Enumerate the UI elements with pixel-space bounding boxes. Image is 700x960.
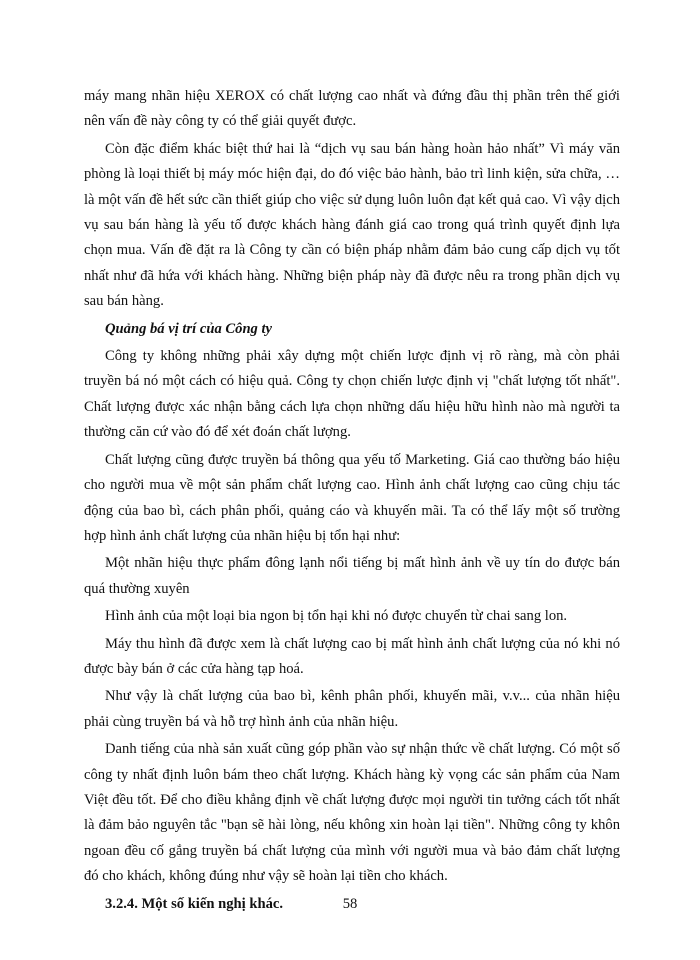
paragraph-packaging-support: Như vậy là chất lượng của bao bì, kênh phân phối, khuyến mãi, v.v... của nhãn hiệu phải cùng truyền bá và hỗ trợ hình ảnh của nhãn hiệu. bbox=[84, 688, 620, 730]
page-number: 58 bbox=[342, 896, 358, 912]
document-page bbox=[84, 84, 620, 917]
paragraph-marketing-quality: Chất lượng cũng được truyền bá thông qua yếu tố Marketing. Giá cao thường báo hiệu cho người mua về một sản phẩm chất lượng cao. Hình ảnh chất lượng cao cũng chịu tác động của bao bì, cách phân phối, quảng cáo và khuyến mãi. Ta có thể lấy một số trường hợp hình ảnh chất lượng của nhãn hiệu bị tổn hại như: bbox=[84, 451, 620, 544]
paragraph-manufacturer-reputation: Danh tiếng của nhà sản xuất cũng góp phần vào sự nhận thức về chất lượng. Có một số công ty nhất định luôn bám theo chất lượng. Khách hàng kỳ vọng các sản phẩm của Nam Việt đều tốt. Để cho điều khẳng định về chất lượng được mọi người tin tưởng cách tốt nhất là đảm bảo nguyên tắc "bạn sẽ hài lòng, nếu không xin hoàn lại tiền". Những công ty khôn ngoan đều cố gắng truyền bá chất lượng của mình với người mua và bảo đảm chất lượng đó cho khách, không đúng như vậy sẽ hoàn lại tiền cho khách. bbox=[84, 741, 620, 885]
paragraph-tv-example: Máy thu hình đã được xem là chất lượng cao bị mất hình ảnh chất lượng của nó khi nó được bày bán ở các cửa hàng tạp hoá. bbox=[84, 635, 620, 677]
paragraph-xerox-quality: máy mang nhãn hiệu XEROX có chất lượng cao nhất và đứng đầu thị phần trên thế giới nên vấn đề này công ty có thể giải quyết được. bbox=[84, 88, 620, 130]
subheading-company-position: Quảng bá vị trí của Công ty bbox=[105, 320, 273, 337]
paragraph-positioning-strategy: Công ty không những phải xây dựng một chiến lược định vị rõ ràng, mà còn phải truyền bá nó một cách có hiệu quả. Công ty chọn chiến lược định vị "chất lượng tốt nhất". Chất lượng được xác nhận bằng cách lựa chọn những dấu hiệu hữu hình nào mà người ta thường căn cứ vào đó để xét đoán chất lượng. bbox=[84, 348, 620, 441]
paragraph-beer-example: Hình ảnh của một loại bia ngon bị tổn hại khi nó được chuyển từ chai sang lon. bbox=[105, 608, 568, 625]
paragraph-frozen-food-example: Một nhãn hiệu thực phẩm đông lạnh nổi tiếng bị mất hình ảnh về uy tín do được bán quá thường xuyên bbox=[84, 555, 620, 597]
section-heading-other-recommendations: 3.2.4. Một số kiến nghị khác. bbox=[105, 895, 283, 912]
paragraph-after-sales-service: Còn đặc điểm khác biệt thứ hai là “dịch vụ sau bán hàng hoàn hảo nhất” Vì máy văn phòng là loại thiết bị máy móc hiện đại, do đó việc bảo hành, bảo trì linh kiện, sửa chữa, … là một vấn đề hết sức cần thiết giúp cho việc sử dụng luôn luôn đạt kết quả cao. Vì vậy dịch vụ sau bán hàng là yếu tố được khách hàng đánh giá cao trong quá trình quyết định lựa chọn mua. Vấn đề đặt ra là Công ty cần có biện pháp nhằm đảm bảo cung cấp dịch vụ tốt nhất như đã hứa với khách hàng. Những biện pháp này đã được nêu ra trong phần dịch vụ sau bán hàng. bbox=[84, 140, 620, 310]
